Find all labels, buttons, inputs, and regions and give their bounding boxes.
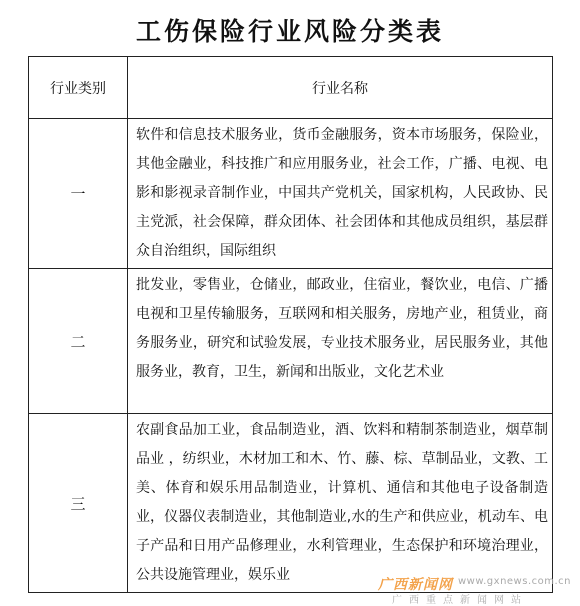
category-cell: 一 <box>29 119 128 269</box>
industries-cell: 软件和信息技术服务业，货币金融服务，资本市场服务，保险业，其他金融业，科技推广和应用服务业，社会工作，广播、电视、电影和影视录音制作业，中国共产党机关，国家机构，人民政协、民主党派，社会保障，群众团体、社会团体和其他成员组织，基层群众自治组织，国际组织 <box>128 119 553 269</box>
header-category: 行业类别 <box>29 57 128 119</box>
watermark-url: www.gxnews.com.cn <box>458 576 571 587</box>
header-industry-name: 行业名称 <box>128 57 553 119</box>
table-row <box>29 269 553 414</box>
industries-cell: 批发业，零售业，仓储业，邮政业，住宿业，餐饮业，电信、广播电视和卫星传输服务，互联网和相关服务，房地产业，租赁业，商务服务业，研究和试验发展，专业技术服务业，居民服务业，其他服务业，教育，卫生，新闻和出版业，文化艺术业 <box>128 269 553 414</box>
risk-classification-table <box>28 56 553 593</box>
table-row <box>29 119 553 269</box>
table-header-row <box>29 57 553 119</box>
watermark-logo: 广西新闻网 <box>378 577 453 593</box>
page-title: 工伤保险行业风险分类表 <box>135 17 444 46</box>
category-cell: 三 <box>29 414 128 593</box>
watermark-subtitle: 广西重点新闻网站 <box>392 595 528 606</box>
industries-cell: 农副食品加工业，食品制造业，酒、饮料和精制茶制造业，烟草制品业 ，纺织业，木材加工和木、竹、藤、棕、草制品业，文教、工美、体育和娱乐用品制造业，计算机、通信和其他电子设备制造业，仪器仪表制造业，其他制造业,水的生产和供应业，机动车、电子产品和日用产品修理业，水利管理业，生态保护和环境治理业，公共设施管理业，娱乐业 <box>128 414 553 593</box>
table-row <box>29 414 553 593</box>
category-cell: 二 <box>29 269 128 414</box>
